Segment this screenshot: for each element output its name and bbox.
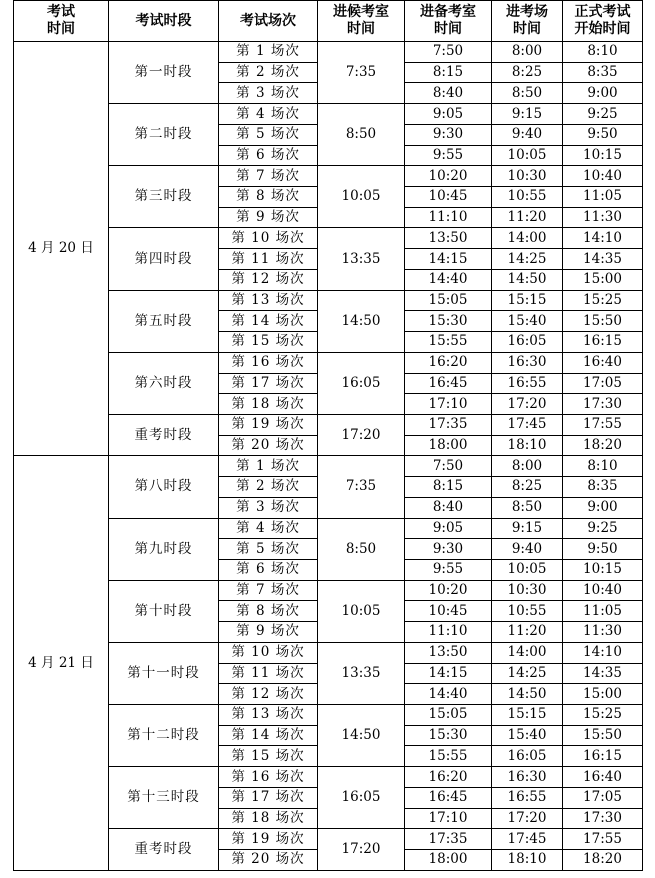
start-time-cell: 9:00	[563, 83, 643, 104]
start-time-cell: 17:05	[563, 787, 643, 808]
exam-room-time-cell: 14:00	[492, 642, 563, 663]
session-cell: 第 16 场次	[219, 352, 318, 373]
prep-room-time-cell: 15:05	[405, 705, 492, 726]
start-time-cell: 15:00	[563, 684, 643, 705]
prep-room-time-cell: 10:20	[405, 166, 492, 187]
exam-room-time-cell: 11:20	[492, 207, 563, 228]
session-cell: 第 3 场次	[219, 497, 318, 518]
start-time-cell: 9:25	[563, 104, 643, 125]
start-time-cell: 18:20	[563, 850, 643, 871]
session-cell: 第 19 场次	[219, 829, 318, 850]
exam-room-time-cell: 16:05	[492, 746, 563, 767]
header-row	[14, 1, 643, 42]
prep-room-time-cell: 15:55	[405, 332, 492, 353]
start-time-cell: 15:50	[563, 725, 643, 746]
table-row	[14, 580, 643, 601]
session-cell: 第 7 场次	[219, 580, 318, 601]
exam-room-time-cell: 8:00	[492, 456, 563, 477]
exam-room-time-cell: 16:05	[492, 332, 563, 353]
prep-room-time-cell: 11:10	[405, 622, 492, 643]
table-row	[14, 104, 643, 125]
prep-room-time-cell: 9:05	[405, 518, 492, 539]
wait-room-time-cell: 14:50	[318, 290, 405, 352]
exam-schedule-table	[13, 0, 643, 871]
prep-room-time-cell: 11:10	[405, 207, 492, 228]
session-cell: 第 9 场次	[219, 207, 318, 228]
session-cell: 第 14 场次	[219, 311, 318, 332]
exam-room-time-cell: 14:25	[492, 663, 563, 684]
wait-room-time-cell: 10:05	[318, 580, 405, 642]
start-time-cell: 15:50	[563, 311, 643, 332]
header-exam-room-time: 进考场 时间	[492, 1, 563, 42]
prep-room-time-cell: 15:55	[405, 746, 492, 767]
wait-room-time-cell: 13:35	[318, 642, 405, 704]
prep-room-time-cell: 17:10	[405, 808, 492, 829]
exam-room-time-cell: 9:15	[492, 518, 563, 539]
prep-room-time-cell: 18:00	[405, 435, 492, 456]
prep-room-time-cell: 18:00	[405, 850, 492, 871]
session-cell: 第 5 场次	[219, 124, 318, 145]
period-cell: 第十一时段	[109, 642, 219, 704]
table-row	[14, 767, 643, 788]
exam-room-time-cell: 14:50	[492, 684, 563, 705]
prep-room-time-cell: 8:40	[405, 83, 492, 104]
start-time-cell: 16:15	[563, 332, 643, 353]
prep-room-time-cell: 14:40	[405, 269, 492, 290]
session-cell: 第 18 场次	[219, 394, 318, 415]
period-cell: 第二时段	[109, 104, 219, 166]
prep-room-time-cell: 9:30	[405, 124, 492, 145]
prep-room-time-cell: 15:05	[405, 290, 492, 311]
wait-room-time-cell: 17:20	[318, 829, 405, 870]
exam-room-time-cell: 10:30	[492, 166, 563, 187]
session-cell: 第 11 场次	[219, 249, 318, 270]
session-cell: 第 18 场次	[219, 808, 318, 829]
prep-room-time-cell: 8:15	[405, 62, 492, 83]
header-exam-date: 考试 时间	[14, 1, 109, 42]
table-body	[14, 42, 643, 871]
table-row	[14, 829, 643, 850]
prep-room-time-cell: 16:45	[405, 787, 492, 808]
prep-room-time-cell: 15:30	[405, 725, 492, 746]
session-cell: 第 5 场次	[219, 539, 318, 560]
exam-room-time-cell: 14:00	[492, 228, 563, 249]
exam-room-time-cell: 15:15	[492, 290, 563, 311]
session-cell: 第 7 场次	[219, 166, 318, 187]
session-cell: 第 3 场次	[219, 83, 318, 104]
session-cell: 第 17 场次	[219, 787, 318, 808]
session-cell: 第 1 场次	[219, 42, 318, 63]
start-time-cell: 14:35	[563, 249, 643, 270]
start-time-cell: 15:25	[563, 290, 643, 311]
start-time-cell: 10:15	[563, 145, 643, 166]
start-time-cell: 11:05	[563, 601, 643, 622]
start-time-cell: 9:25	[563, 518, 643, 539]
start-time-cell: 14:10	[563, 228, 643, 249]
start-time-cell: 8:35	[563, 477, 643, 498]
period-cell: 重考时段	[109, 414, 219, 455]
period-cell: 第一时段	[109, 42, 219, 104]
start-time-cell: 10:40	[563, 166, 643, 187]
period-cell: 第五时段	[109, 290, 219, 352]
exam-room-time-cell: 16:30	[492, 767, 563, 788]
start-time-cell: 18:20	[563, 435, 643, 456]
start-time-cell: 15:25	[563, 705, 643, 726]
wait-room-time-cell: 16:05	[318, 767, 405, 829]
exam-date-cell: 4 月 20 日	[14, 42, 109, 456]
prep-room-time-cell: 9:05	[405, 104, 492, 125]
prep-room-time-cell: 7:50	[405, 42, 492, 63]
start-time-cell: 8:10	[563, 456, 643, 477]
start-time-cell: 9:50	[563, 539, 643, 560]
start-time-cell: 8:10	[563, 42, 643, 63]
exam-room-time-cell: 8:00	[492, 42, 563, 63]
prep-room-time-cell: 17:35	[405, 829, 492, 850]
exam-room-time-cell: 10:55	[492, 601, 563, 622]
wait-room-time-cell: 13:35	[318, 228, 405, 290]
session-cell: 第 6 场次	[219, 559, 318, 580]
table-row	[14, 166, 643, 187]
table-row	[14, 414, 643, 435]
table-header	[14, 1, 643, 42]
period-cell: 第十二时段	[109, 705, 219, 767]
period-cell: 第三时段	[109, 166, 219, 228]
exam-room-time-cell: 14:25	[492, 249, 563, 270]
session-cell: 第 4 场次	[219, 104, 318, 125]
table-row	[14, 456, 643, 477]
prep-room-time-cell: 10:45	[405, 601, 492, 622]
prep-room-time-cell: 9:55	[405, 559, 492, 580]
period-cell: 第九时段	[109, 518, 219, 580]
session-cell: 第 20 场次	[219, 850, 318, 871]
prep-room-time-cell: 17:10	[405, 394, 492, 415]
exam-room-time-cell: 8:25	[492, 62, 563, 83]
session-cell: 第 15 场次	[219, 746, 318, 767]
table-row	[14, 642, 643, 663]
wait-room-time-cell: 8:50	[318, 104, 405, 166]
start-time-cell: 16:40	[563, 767, 643, 788]
start-time-cell: 9:00	[563, 497, 643, 518]
period-cell: 第六时段	[109, 352, 219, 414]
session-cell: 第 9 场次	[219, 622, 318, 643]
start-time-cell: 17:05	[563, 373, 643, 394]
period-cell: 重考时段	[109, 829, 219, 870]
start-time-cell: 11:30	[563, 622, 643, 643]
session-cell: 第 10 场次	[219, 228, 318, 249]
session-cell: 第 6 场次	[219, 145, 318, 166]
header-prep-room-time: 进备考室 时间	[405, 1, 492, 42]
prep-room-time-cell: 10:20	[405, 580, 492, 601]
exam-room-time-cell: 17:45	[492, 829, 563, 850]
prep-room-time-cell: 16:20	[405, 767, 492, 788]
prep-room-time-cell: 14:40	[405, 684, 492, 705]
session-cell: 第 13 场次	[219, 705, 318, 726]
exam-room-time-cell: 8:50	[492, 83, 563, 104]
session-cell: 第 13 场次	[219, 290, 318, 311]
prep-room-time-cell: 17:35	[405, 414, 492, 435]
table-row	[14, 705, 643, 726]
exam-room-time-cell: 16:55	[492, 373, 563, 394]
prep-room-time-cell: 14:15	[405, 663, 492, 684]
wait-room-time-cell: 14:50	[318, 705, 405, 767]
session-cell: 第 17 场次	[219, 373, 318, 394]
exam-room-time-cell: 15:15	[492, 705, 563, 726]
exam-room-time-cell: 9:40	[492, 539, 563, 560]
exam-room-time-cell: 15:40	[492, 311, 563, 332]
exam-room-time-cell: 8:25	[492, 477, 563, 498]
start-time-cell: 11:30	[563, 207, 643, 228]
prep-room-time-cell: 15:30	[405, 311, 492, 332]
period-cell: 第八时段	[109, 456, 219, 518]
session-cell: 第 4 场次	[219, 518, 318, 539]
wait-room-time-cell: 16:05	[318, 352, 405, 414]
start-time-cell: 15:00	[563, 269, 643, 290]
exam-room-time-cell: 18:10	[492, 435, 563, 456]
prep-room-time-cell: 16:20	[405, 352, 492, 373]
prep-room-time-cell: 7:50	[405, 456, 492, 477]
start-time-cell: 9:50	[563, 124, 643, 145]
exam-room-time-cell: 9:40	[492, 124, 563, 145]
exam-room-time-cell: 9:15	[492, 104, 563, 125]
start-time-cell: 17:55	[563, 414, 643, 435]
session-cell: 第 15 场次	[219, 332, 318, 353]
session-cell: 第 2 场次	[219, 477, 318, 498]
start-time-cell: 14:10	[563, 642, 643, 663]
start-time-cell: 10:15	[563, 559, 643, 580]
exam-room-time-cell: 14:50	[492, 269, 563, 290]
exam-room-time-cell: 11:20	[492, 622, 563, 643]
exam-room-time-cell: 10:55	[492, 187, 563, 208]
exam-room-time-cell: 17:20	[492, 394, 563, 415]
exam-room-time-cell: 15:40	[492, 725, 563, 746]
start-time-cell: 10:40	[563, 580, 643, 601]
wait-room-time-cell: 10:05	[318, 166, 405, 228]
prep-room-time-cell: 13:50	[405, 228, 492, 249]
table-row	[14, 352, 643, 373]
start-time-cell: 16:15	[563, 746, 643, 767]
table-row	[14, 42, 643, 63]
exam-room-time-cell: 10:30	[492, 580, 563, 601]
start-time-cell: 11:05	[563, 187, 643, 208]
exam-room-time-cell: 10:05	[492, 145, 563, 166]
start-time-cell: 17:30	[563, 808, 643, 829]
exam-room-time-cell: 16:55	[492, 787, 563, 808]
table-row	[14, 290, 643, 311]
table-row	[14, 518, 643, 539]
header-start-time: 正式考试 开始时间	[563, 1, 643, 42]
prep-room-time-cell: 13:50	[405, 642, 492, 663]
wait-room-time-cell: 7:35	[318, 456, 405, 518]
exam-room-time-cell: 10:05	[492, 559, 563, 580]
session-cell: 第 19 场次	[219, 414, 318, 435]
table-row	[14, 228, 643, 249]
period-cell: 第十时段	[109, 580, 219, 642]
session-cell: 第 12 场次	[219, 684, 318, 705]
start-time-cell: 17:30	[563, 394, 643, 415]
prep-room-time-cell: 8:15	[405, 477, 492, 498]
exam-room-time-cell: 8:50	[492, 497, 563, 518]
header-period: 考试时段	[109, 1, 219, 42]
session-cell: 第 14 场次	[219, 725, 318, 746]
session-cell: 第 12 场次	[219, 269, 318, 290]
session-cell: 第 11 场次	[219, 663, 318, 684]
prep-room-time-cell: 9:55	[405, 145, 492, 166]
exam-room-time-cell: 16:30	[492, 352, 563, 373]
exam-room-time-cell: 17:20	[492, 808, 563, 829]
header-wait-room-time: 进候考室 时间	[318, 1, 405, 42]
header-session: 考试场次	[219, 1, 318, 42]
prep-room-time-cell: 10:45	[405, 187, 492, 208]
prep-room-time-cell: 8:40	[405, 497, 492, 518]
start-time-cell: 17:55	[563, 829, 643, 850]
exam-room-time-cell: 17:45	[492, 414, 563, 435]
session-cell: 第 1 场次	[219, 456, 318, 477]
wait-room-time-cell: 8:50	[318, 518, 405, 580]
prep-room-time-cell: 14:15	[405, 249, 492, 270]
period-cell: 第十三时段	[109, 767, 219, 829]
start-time-cell: 16:40	[563, 352, 643, 373]
session-cell: 第 8 场次	[219, 187, 318, 208]
exam-room-time-cell: 18:10	[492, 850, 563, 871]
start-time-cell: 8:35	[563, 62, 643, 83]
period-cell: 第四时段	[109, 228, 219, 290]
wait-room-time-cell: 17:20	[318, 414, 405, 455]
session-cell: 第 20 场次	[219, 435, 318, 456]
start-time-cell: 14:35	[563, 663, 643, 684]
exam-date-cell: 4 月 21 日	[14, 456, 109, 870]
session-cell: 第 16 场次	[219, 767, 318, 788]
session-cell: 第 2 场次	[219, 62, 318, 83]
prep-room-time-cell: 9:30	[405, 539, 492, 560]
wait-room-time-cell: 7:35	[318, 42, 405, 104]
session-cell: 第 8 场次	[219, 601, 318, 622]
prep-room-time-cell: 16:45	[405, 373, 492, 394]
session-cell: 第 10 场次	[219, 642, 318, 663]
